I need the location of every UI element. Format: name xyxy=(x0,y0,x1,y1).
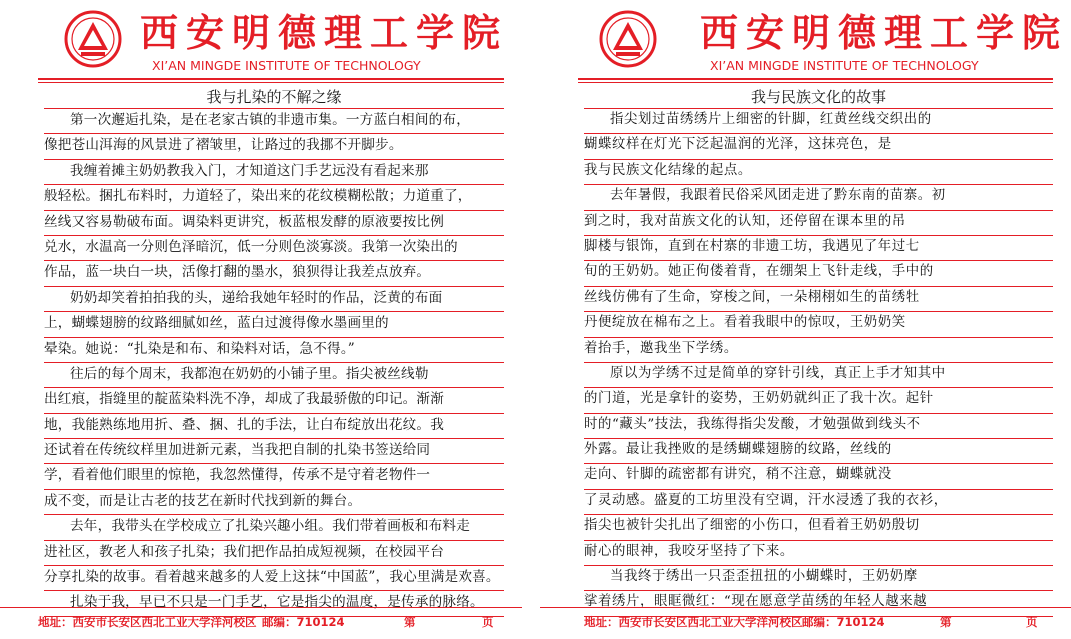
school-name-english: XI’AN MINGDE INSTITUTE OF TECHNOLOGY xyxy=(152,58,421,73)
essay-line: 着抬手，邀我坐下学绣。 xyxy=(584,338,1053,363)
essay-line: 出红痕，指缝里的靛蓝染料洗不净，却成了我最骄傲的印记。渐渐 xyxy=(44,388,504,413)
essay-line: 奶奶却笑着拍拍我的头，递给我她年轻时的作品，泛黄的布面 xyxy=(44,287,504,312)
letterhead-footer xyxy=(0,607,522,636)
essay-line: 脚楼与银饰，直到在村寨的非遗工坊，我遇见了年过七 xyxy=(584,236,1053,261)
footer-page-label: 页 xyxy=(1026,615,1038,629)
essay-line: 往后的每个周末，我都泡在奶奶的小铺子里。指尖被丝线勒 xyxy=(44,363,504,388)
essay-lines xyxy=(44,109,504,617)
essay-line: 还试着在传统纹样里加进新元素，当我把自制的扎染书签送给同 xyxy=(44,439,504,464)
essay-body xyxy=(44,86,504,617)
essay-line: 地，我能熟练地用折、叠、捆、扎的手法，让白布绽放出花纹。我 xyxy=(44,414,504,439)
footer-postcode: 邮编：710124 xyxy=(802,615,885,629)
essay-line: 像把苍山洱海的风景进了褶皱里，让路过的我挪不开脚步。 xyxy=(44,134,504,159)
letterhead xyxy=(0,6,522,76)
essay-line: 兑水，水温高一分则色泽暗沉，低一分则色淡寡淡。我第一次染出的 xyxy=(44,236,504,261)
header-rule xyxy=(578,78,1053,80)
essay-line: 成不变，而是让古老的技艺在新时代找到新的舞台。 xyxy=(44,490,504,515)
essay-line: 时的“藏头”技法，我练得指尖发酸，才勉强做到线头不 xyxy=(584,414,1053,439)
essay-page-right xyxy=(540,0,1071,639)
essay-line: 旬的王奶奶。她正佝偻着背，在绷架上飞针走线，手中的 xyxy=(584,261,1053,286)
essay-line: 我缠着摊主奶奶教我入门，才知道这门手艺远没有看起来那 xyxy=(44,160,504,185)
essay-line: 晕染。她说：“扎染是和布、和染料对话，急不得。” xyxy=(44,338,504,363)
essay-line: 当我终于绣出一只歪歪扭扭的小蝴蝶时，王奶奶摩 xyxy=(584,566,1053,591)
footer-address: 地址：西安市长安区西北工业大学洋河校区 xyxy=(584,615,803,629)
essay-line: 般轻松。捆扎布料时，力道轻了，染出来的花纹模糊松散；力道重了， xyxy=(44,185,504,210)
essay-lines xyxy=(584,109,1053,617)
essay-body xyxy=(584,86,1053,617)
essay-line: 外露。最让我挫败的是绣蝴蝶翅膀的纹路，丝线的 xyxy=(584,439,1053,464)
essay-line: 到之时，我对苗族文化的认知，还停留在课本里的吊 xyxy=(584,211,1053,236)
footer-address: 地址：西安市长安区西北工业大学洋河校区 xyxy=(38,615,257,629)
footer-page-label: 页 xyxy=(482,615,494,629)
essay-line: 作品，蓝一块白一块，活像打翻的墨水，狼狈得让我差点放弃。 xyxy=(44,261,504,286)
essay-line: 进社区，教老人和孩子扎染；我们把作品拍成短视频，在校园平台 xyxy=(44,541,504,566)
essay-line: 丝线仿佛有了生命，穿梭之间，一朵栩栩如生的苗绣牡 xyxy=(584,287,1053,312)
footer-page-label: 第 xyxy=(404,615,416,629)
essay-line: 蝴蝶纹样在灯光下泛起温润的光泽，这抹亮色，是 xyxy=(584,134,1053,159)
essay-title: 我与民族文化的故事 xyxy=(584,86,1053,109)
school-name-chinese: 西安明德理工学院 xyxy=(700,10,1069,55)
letterhead-footer xyxy=(540,607,1071,636)
essay-page-left xyxy=(0,0,522,639)
essay-line: 丹便绽放在棉布之上。看着我眼中的惊叹，王奶奶笑 xyxy=(584,312,1053,337)
essay-line: 去年暑假，我跟着民俗采风团走进了黔东南的苗寨。初 xyxy=(584,185,1053,210)
essay-line: 扎染于我，早已不只是一门手艺，它是指尖的温度，是传承的脉络。 xyxy=(44,591,504,616)
essay-line: 指尖也被针尖扎出了细密的小伤口，但看着王奶奶殷切 xyxy=(584,515,1053,540)
essay-line: 耐心的眼神，我咬牙坚持了下来。 xyxy=(584,541,1053,566)
essay-line: 了灵动感。盛夏的工坊里没有空调，汗水浸透了我的衣衫， xyxy=(584,490,1053,515)
essay-line: 学，看着他们眼里的惊艳，我忽然懂得，传承不是守着老物件一 xyxy=(44,464,504,489)
essay-line: 挲着绣片，眼眶微红：“现在愿意学苗绣的年轻人越来越 xyxy=(584,591,1053,616)
header-rule xyxy=(38,78,504,80)
school-emblem-icon xyxy=(64,10,122,68)
essay-line: 分享扎染的故事。看着越来越多的人爱上这抹“中国蓝”，我心里满是欢喜。 xyxy=(44,566,504,591)
essay-line: 指尖划过苗绣绣片上细密的针脚，红黄丝线交织出的 xyxy=(584,109,1053,134)
essay-title: 我与扎染的不解之缘 xyxy=(44,86,504,109)
school-name-chinese: 西安明德理工学院 xyxy=(140,10,509,55)
essay-line: 去年，我带头在学校成立了扎染兴趣小组。我们带着画板和布料走 xyxy=(44,515,504,540)
footer-postcode: 邮编：710124 xyxy=(262,615,345,629)
letterhead xyxy=(540,6,1071,76)
essay-line: 第一次邂逅扎染，是在老家古镇的非遗市集。一方蓝白相间的布， xyxy=(44,109,504,134)
essay-line: 我与民族文化结缘的起点。 xyxy=(584,160,1053,185)
essay-line: 的门道，光是拿针的姿势，王奶奶就纠正了我十次。起针 xyxy=(584,388,1053,413)
school-name-english: XI’AN MINGDE INSTITUTE OF TECHNOLOGY xyxy=(710,58,979,73)
header-rule xyxy=(578,82,1053,83)
essay-line: 走向、针脚的疏密都有讲究，稍不注意，蝴蝶就没 xyxy=(584,464,1053,489)
essay-line: 原以为学绣不过是简单的穿针引线，真正上手才知其中 xyxy=(584,363,1053,388)
essay-line: 上，蝴蝶翅膀的纹路细腻如丝，蓝白过渡得像水墨画里的 xyxy=(44,312,504,337)
essay-line: 丝线又容易勒破布面。调染料更讲究，板蓝根发酵的原液要按比例 xyxy=(44,211,504,236)
footer-page-label: 第 xyxy=(940,615,952,629)
school-emblem-icon xyxy=(599,10,657,68)
header-rule xyxy=(38,82,504,83)
